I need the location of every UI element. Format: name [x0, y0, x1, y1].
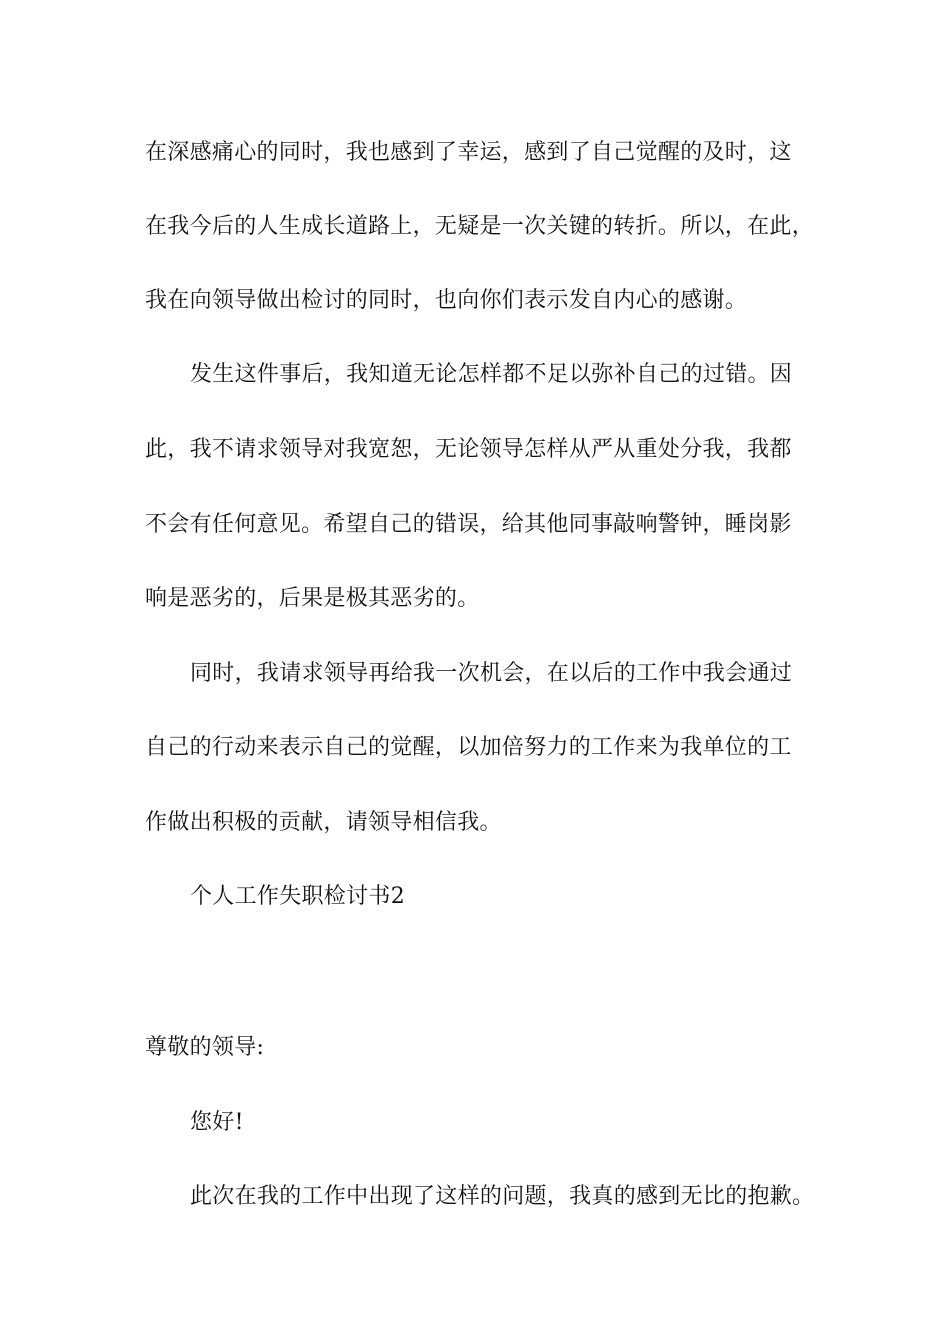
paragraph-line: 我在向领导做出检讨的同时，也向你们表示发自内心的感谢。	[145, 288, 748, 313]
paragraph-line: 响是恶劣的，后果是极其恶劣的。	[145, 586, 480, 611]
greeting: 您好!	[190, 1110, 244, 1135]
paragraph-line: 同时，我请求领导再给我一次机会，在以后的工作中我会通过	[190, 661, 793, 686]
paragraph-line: 发生这件事后，我知道无论怎样都不足以弥补自己的过错。因	[190, 362, 793, 387]
salutation: 尊敬的领导:	[145, 1035, 265, 1060]
paragraph-line: 作做出积极的贡献，请领导相信我。	[145, 810, 502, 835]
section-heading: 个人工作失职检讨书2	[190, 884, 405, 909]
paragraph-line: 在我今后的人生成长道路上，无疑是一次关键的转折。所以，在此，	[145, 214, 815, 239]
paragraph-line: 此，我不请求领导对我宽恕，无论领导怎样从严从重处分我，我都	[145, 437, 792, 462]
paragraph-line: 不会有任何意见。希望自己的错误，给其他同事敲响警钟，睡岗影	[145, 512, 792, 537]
paragraph-line: 在深感痛心的同时，我也感到了幸运，感到了自己觉醒的及时，这	[145, 140, 792, 165]
paragraph-line: 此次在我的工作中出现了这样的问题，我真的感到无比的抱歉。	[190, 1184, 815, 1209]
paragraph-line: 自己的行动来表示自己的觉醒，以加倍努力的工作来为我单位的工	[145, 735, 792, 760]
